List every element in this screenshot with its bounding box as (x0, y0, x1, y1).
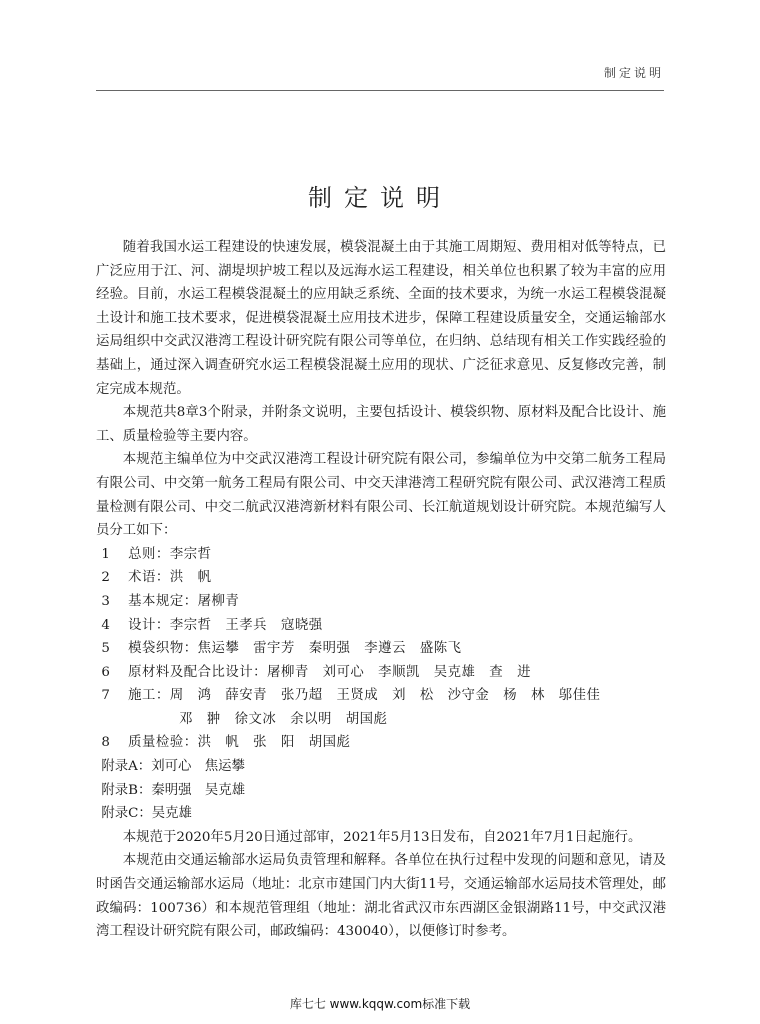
paragraph-background: 随着我国水运工程建设的快速发展，模袋混凝土由于其施工周期短、费用相对低等特点，已广泛应用于江、河、湖堤坝护坡工程以及远海水运工程建设，相关单位也积累了较为丰富的应用经验。目前，水运工程模袋混凝土的应用缺乏系统、全面的技术要求，为统一水运工程模袋混凝土设计和施工技术要求，促进模袋混凝土应用技术进步，保障工程建设质量安全，交通运输部水运局组织中交武汉港湾工程设计研究院有限公司等单位，在归纳、总结现有相关工作实践经验的基础上，通过深入调查研究水运工程模袋混凝土应用的现状、广泛征求意见、反复修改完善，制定完成本规范。 (96, 240, 666, 397)
role-text: 基本规定：屠柳青 (128, 593, 240, 609)
role-number: 4 (101, 617, 110, 633)
role-item-continuation (96, 708, 666, 732)
appendix-item: 附录C：吴克雄 (101, 806, 192, 822)
role-list (96, 543, 666, 755)
role-text: 总则：李宗哲 (128, 546, 212, 562)
role-item (96, 637, 666, 661)
running-header: 制定说明 (603, 66, 664, 80)
appendix-item: 附录A：刘可心 焦运攀 (101, 759, 245, 775)
role-text: 设计：李宗哲 王孝兵 寇晓强 (128, 617, 323, 633)
page-title: 制定说明 (308, 184, 452, 212)
paragraph-structure: 本规范共8章3个附录，并附条文说明，主要包括设计、模袋织物、原材料及配合比设计、施工、质量检验等主要内容。 (96, 405, 666, 444)
role-item (96, 590, 666, 614)
role-number: 5 (101, 641, 110, 657)
role-item (96, 566, 666, 590)
role-number: 8 (101, 735, 110, 751)
role-number: 2 (101, 570, 110, 586)
role-text: 术语：洪 帆 (128, 570, 212, 586)
document-body (96, 236, 666, 944)
footer-watermark: 库七七 www.kqqw.com标准下载 (289, 997, 471, 1011)
appendix-list (96, 755, 666, 826)
role-number: 3 (101, 593, 110, 609)
role-item (96, 684, 666, 708)
role-text: 原材料及配合比设计：屠柳青 刘可心 李顺凯 吴克雄 查 进 (128, 664, 531, 680)
role-number: 1 (101, 546, 110, 562)
role-item (96, 731, 666, 755)
paragraph-dates: 本规范于2020年5月20日通过部审，2021年5月13日发布，自2021年7月1日起施行。 (122, 829, 642, 845)
role-number: 7 (101, 688, 110, 704)
role-item (96, 614, 666, 638)
role-text: 施工：周 鸿 薛安青 张乃超 王贤成 刘 松 沙守金 杨 林 邬佳佳 (128, 688, 601, 704)
role-item (96, 543, 666, 567)
paragraph-management: 本规范由交通运输部水运局负责管理和解释。各单位在执行过程中发现的问题和意见，请及时函告交通运输部水运局（地址：北京市建国门内大街11号，交通运输部水运局技术管理处，邮政编码：100736）和本规范管理组（地址：湖北省武汉市东西湖区金银湖路11号，中交武汉港湾工程设计研究院有限公司，邮政编码：430040），以便修订时参考。 (96, 853, 666, 940)
appendix-item: 附录B：秦明强 吴克雄 (101, 782, 246, 798)
role-text: 质量检验：洪 帆 张 阳 胡国彪 (128, 735, 351, 751)
header-divider (96, 90, 664, 91)
paragraph-editors: 本规范主编单位为中交武汉港湾工程设计研究院有限公司，参编单位为中交第二航务工程局有限公司、中交第一航务工程局有限公司、中交天津港湾工程研究院有限公司、武汉港湾工程质量检测有限公司、中交二航武汉港湾新材料有限公司、长江航道规划设计研究院。本规范编写人员分工如下： (96, 452, 666, 539)
role-number: 6 (101, 664, 110, 680)
role-text: 邓 翀 徐文冰 余以明 胡国彪 (179, 711, 388, 727)
role-item (96, 661, 666, 685)
role-text: 模袋织物：焦运攀 雷宇芳 秦明强 李遵云 盛陈飞 (128, 641, 462, 657)
